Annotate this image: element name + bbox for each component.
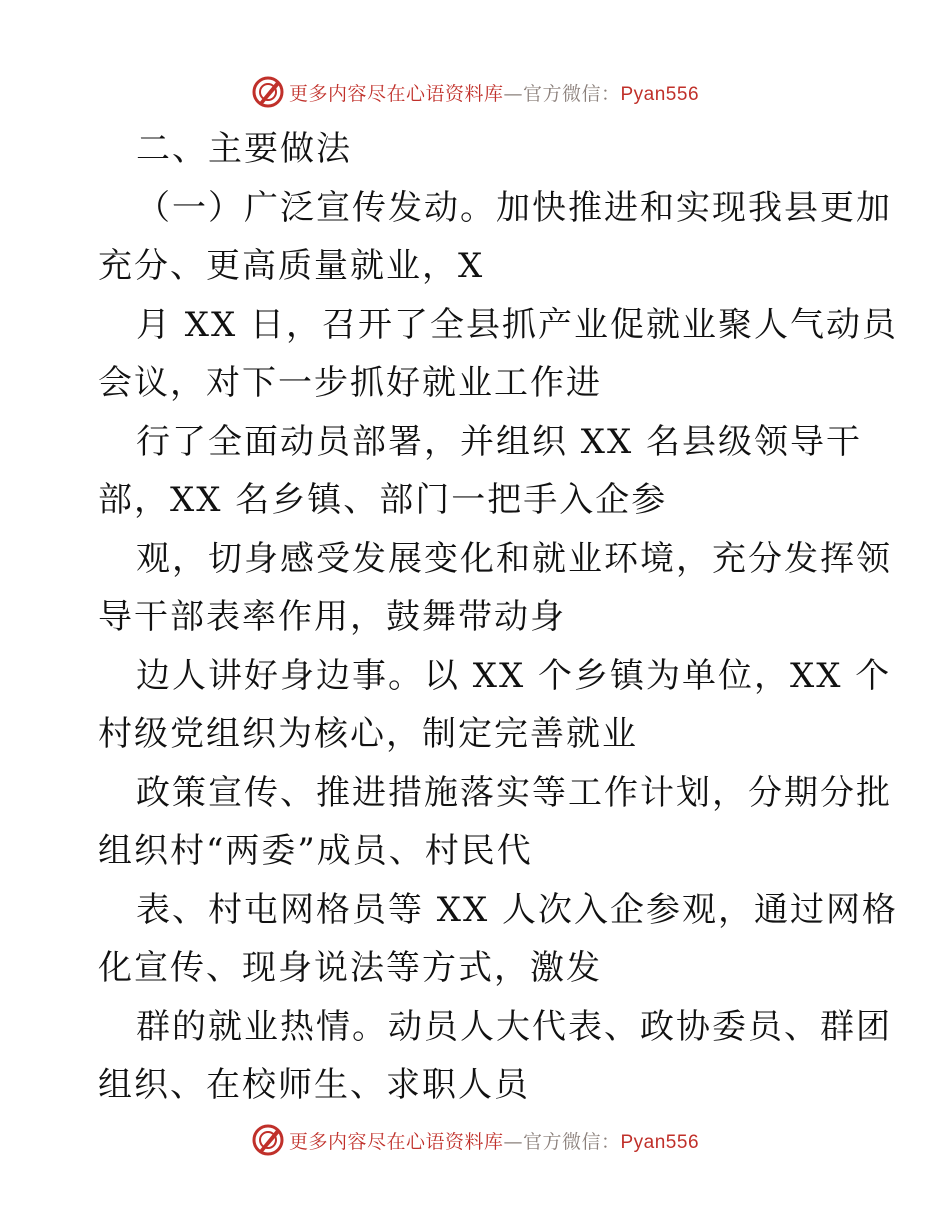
footer-banner-label: 官方微信： xyxy=(522,1130,621,1153)
header-banner-main: 更多内容尽在心语资料库 xyxy=(288,82,504,105)
paragraph-line: 政策宣传、推进措施落实等工作计划，分期分批 xyxy=(136,772,892,813)
header-banner-id: Pyan556 xyxy=(620,83,700,105)
quill-logo-icon xyxy=(251,75,285,109)
document-body xyxy=(98,120,899,1115)
paragraph-line: 导干部表率作用，鼓舞带动身 xyxy=(98,597,566,637)
quill-logo-icon xyxy=(251,1123,285,1157)
header-banner xyxy=(0,70,950,114)
header-banner-dash: — xyxy=(503,82,523,105)
paragraph-line: 化宣传、现身说法等方式，激发 xyxy=(98,948,602,988)
header-banner-text xyxy=(289,79,699,106)
paragraph-line: 会议，对下一步抓好就业工作进 xyxy=(98,363,602,403)
footer-banner-main: 更多内容尽在心语资料库 xyxy=(288,1130,504,1153)
paragraph-line: （一）广泛宣传发动。加快推进和实现我县更加 xyxy=(136,187,892,228)
section-heading: 二、主要做法 xyxy=(136,129,352,169)
header-banner-label: 官方微信： xyxy=(522,82,621,105)
footer-banner-id: Pyan556 xyxy=(620,1131,700,1153)
paragraph-line: 组织村“两委”成员、村民代 xyxy=(98,831,533,871)
footer-banner xyxy=(0,1118,950,1162)
paragraph-line: 部，XX 名乡镇、部门一把手入企参 xyxy=(98,480,668,520)
footer-banner-dash: — xyxy=(503,1130,523,1153)
paragraph-line: 充分、更高质量就业，X xyxy=(98,246,485,286)
paragraph-line: 群的就业热情。动员人大代表、政协委员、群团 xyxy=(136,1006,892,1047)
footer-banner-text xyxy=(289,1127,699,1154)
paragraph-line: 组织、在校师生、求职人员 xyxy=(98,1065,530,1105)
paragraph-line: 村级党组织为核心，制定完善就业 xyxy=(98,714,638,754)
paragraph-line: 表、村屯网格员等 XX 人次入企参观，通过网格 xyxy=(136,889,899,930)
paragraph-line: 边人讲好身边事。以 XX 个乡镇为单位，XX 个 xyxy=(136,655,892,696)
paragraph-line: 行了全面动员部署，并组织 XX 名县级领导干 xyxy=(136,421,863,462)
paragraph-line: 观，切身感受发展变化和就业环境，充分发挥领 xyxy=(136,538,892,579)
paragraph-line: 月 XX 日，召开了全县抓产业促就业聚人气动员 xyxy=(136,304,899,345)
